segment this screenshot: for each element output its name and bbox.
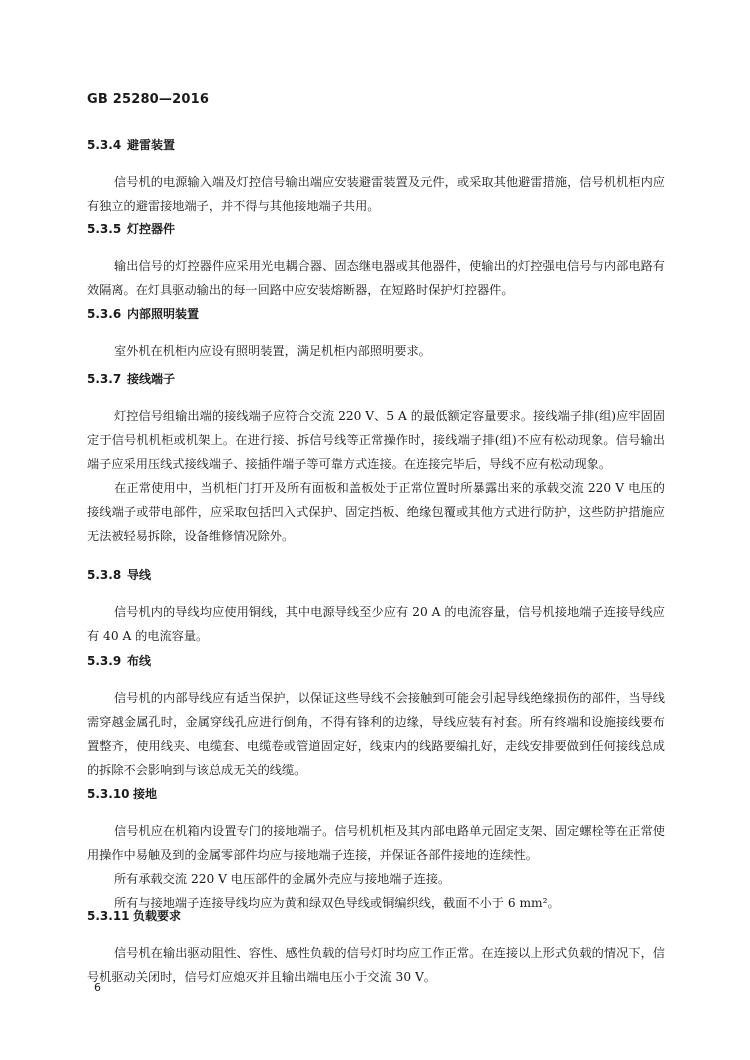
- paragraph: 信号机在输出驱动阻性、容性、感性负载的信号灯时均应工作正常。在连接以上形式负载的情况下，信号机驱动关闭时，信号灯应熄灭并且输出端电压小于交流 30 V。: [87, 946, 665, 984]
- section-heading: [87, 566, 665, 584]
- paragraph: 所有承载交流 220 V 电压部件的金属外壳应与接地端子连接。: [114, 872, 451, 886]
- paragraph: 灯控信号组输出端的接线端子应符合交流 220 V、5 A 的最低额定容量要求。接线端子排(组)应牢固固定于信号机机柜或机架上。在进行接、拆信号线等正常操作时，接线端子排(组)不应有松动现象。信号输出端子应采用压线式接线端子、接插件端子等可靠方式连接。在连接完毕后，导线不应有松动现象。: [87, 409, 665, 471]
- section-heading: [87, 370, 665, 388]
- section-title: 避雷装置: [127, 138, 176, 152]
- section-5-3-10: [87, 785, 665, 915]
- section-number: 5.3.7: [87, 372, 122, 386]
- paragraph: 信号机应在机箱内设置专门的接地端子。信号机机柜及其内部电路单元固定支架、固定螺栓等在正常使用操作中易触及到的金属零部件均应与接地端子连接，并保证各部件接地的连续性。: [87, 824, 665, 862]
- section-heading: [87, 305, 665, 323]
- paragraph: 所有与接地端子连接导线均应为黄和绿双色导线或铜编织线，截面不小于 6 mm²。: [114, 896, 560, 910]
- section-number: 5.3.8: [87, 568, 122, 582]
- standard-code-header: GB 25280—2016: [87, 92, 210, 107]
- section-5-3-7: [87, 370, 665, 548]
- section-5-3-8: [87, 566, 665, 648]
- section-number: 5.3.10: [87, 787, 130, 801]
- section-5-3-11: [87, 907, 665, 989]
- paragraph: 信号机的内部导线应有适当保护，以保证这些导线不会接触到可能会引起导线绝缘损伤的部件，当导线需穿越金属孔时，金属穿线孔应进行倒角，不得有锋利的边缘，导线应装有衬套。所有终端和设施接线要布置整齐，使用线夹、电缆套、电缆卷或管道固定好，线束内的线路要编扎好，走线安排要做到任何接线总成的拆除不会影响到与该总成无关的线缆。: [87, 691, 665, 777]
- paragraph: 室外机在机柜内应设有照明装置，满足机柜内部照明要求。: [114, 344, 431, 358]
- section-title: 内部照明装置: [127, 307, 200, 321]
- section-number: 5.3.5: [87, 222, 122, 236]
- section-number: 5.3.11: [87, 909, 130, 923]
- paragraph: 信号机内的导线均应使用铜线，其中电源导线至少应有 20 A 的电流容量，信号机接地端子连接导线应有 40 A 的电流容量。: [87, 605, 665, 643]
- paragraph: 在正常使用中，当机柜门打开及所有面板和盖板处于正常位置时所暴露出来的承载交流 220 V 电压的接线端子或带电部件，应采取包括凹入式保护、固定挡板、绝缘包覆或其他方式进行防护，这些防护措施应无法被轻易拆除，设备维修情况除外。: [87, 481, 665, 543]
- section-title: 布线: [127, 654, 152, 668]
- section-title: 接地: [133, 787, 158, 801]
- section-title: 负载要求: [133, 909, 182, 923]
- section-heading: [87, 785, 665, 803]
- section-heading: [87, 907, 665, 925]
- section-5-3-9: [87, 652, 665, 782]
- section-heading: [87, 652, 665, 670]
- paragraph: 输出信号的灯控器件应采用光电耦合器、固态继电器或其他器件，使输出的灯控强电信号与内部电路有效隔离。在灯具驱动输出的每一回路中应安装熔断器，在短路时保护灯控器件。: [87, 259, 665, 297]
- section-5-3-4: [87, 136, 665, 218]
- section-5-3-6: [87, 305, 665, 363]
- section-heading: [87, 220, 665, 238]
- section-5-3-5: [87, 220, 665, 302]
- section-number: 5.3.6: [87, 307, 122, 321]
- section-title: 接线端子: [127, 372, 176, 386]
- section-heading: [87, 136, 665, 154]
- paragraph: 信号机的电源输入端及灯控信号输出端应安装避雷装置及元件，或采取其他避雷措施，信号机机柜内应有独立的避雷接地端子，并不得与其他接地端子共用。: [87, 175, 665, 213]
- section-number: 5.3.9: [87, 654, 122, 668]
- section-title: 灯控器件: [127, 222, 176, 236]
- section-number: 5.3.4: [87, 138, 122, 152]
- section-title: 导线: [127, 568, 152, 582]
- page-number: 6: [94, 981, 101, 994]
